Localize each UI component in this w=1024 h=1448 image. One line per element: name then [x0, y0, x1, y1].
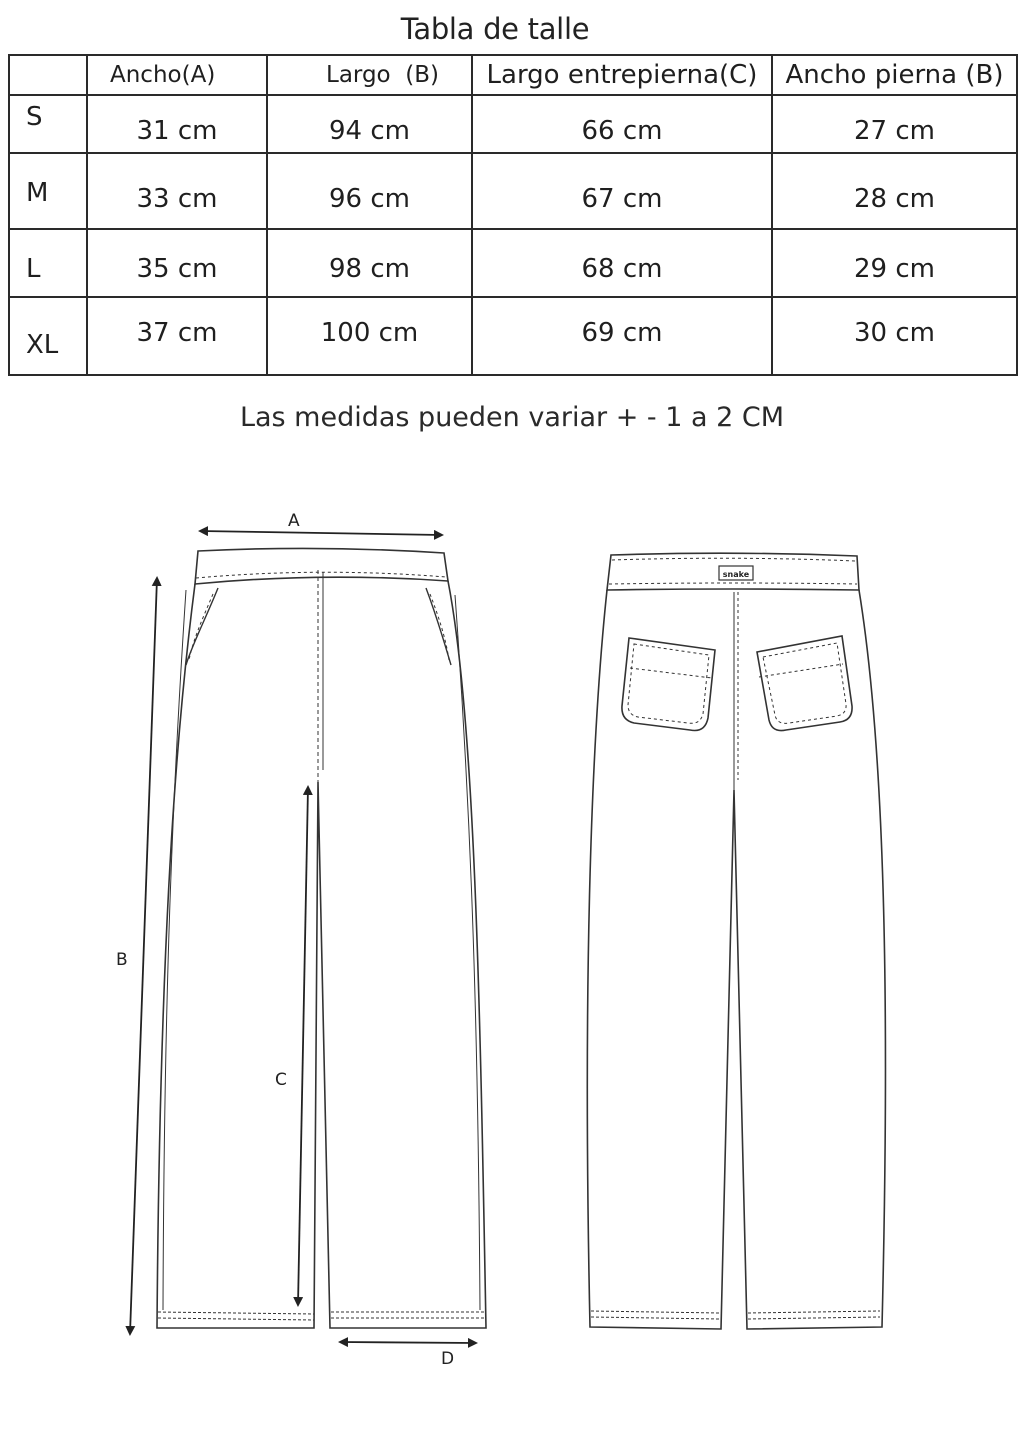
dimension-c-arrow: [298, 787, 308, 1305]
table-cell: 29 cm: [772, 229, 1017, 297]
page-title: Tabla de talle: [400, 12, 590, 46]
table-cell: 67 cm: [472, 153, 772, 229]
size-label: XL: [9, 297, 87, 375]
table-cell: 69 cm: [472, 297, 772, 375]
header-ancho-pierna: Ancho pierna (B): [772, 55, 1017, 95]
header-largo: Largo (B): [267, 55, 472, 95]
size-label: M: [9, 153, 87, 229]
label-d: D: [441, 1349, 455, 1369]
table-cell: 98 cm: [267, 229, 472, 297]
table-cell: 35 cm: [87, 229, 267, 297]
header-largo-entrepierna: Largo entrepierna(C): [472, 55, 772, 95]
table-cell: 31 cm: [87, 95, 267, 153]
size-label: L: [9, 229, 87, 297]
label-a: A: [288, 511, 300, 531]
dimension-a-arrow: [200, 531, 442, 535]
label-b: B: [116, 950, 128, 970]
brand-tag-text: snake: [722, 570, 750, 579]
table-cell: 66 cm: [472, 95, 772, 153]
dimension-d-arrow: [340, 1342, 476, 1343]
table-cell: 28 cm: [772, 153, 1017, 229]
front-view: [157, 548, 486, 1328]
back-view: [587, 553, 885, 1329]
table-cell: 100 cm: [267, 297, 472, 375]
table-cell: 96 cm: [267, 153, 472, 229]
table-cell: 68 cm: [472, 229, 772, 297]
size-label: S: [9, 95, 87, 153]
table-cell: 30 cm: [772, 297, 1017, 375]
header-ancho: Ancho(A): [87, 55, 267, 95]
dimension-b-arrow: [130, 578, 157, 1334]
label-c: C: [275, 1070, 287, 1090]
table-cell: 37 cm: [87, 297, 267, 375]
table-cell: 27 cm: [772, 95, 1017, 153]
measurement-note: Las medidas pueden variar + - 1 a 2 CM: [239, 402, 785, 433]
table-cell: 94 cm: [267, 95, 472, 153]
table-cell: 33 cm: [87, 153, 267, 229]
